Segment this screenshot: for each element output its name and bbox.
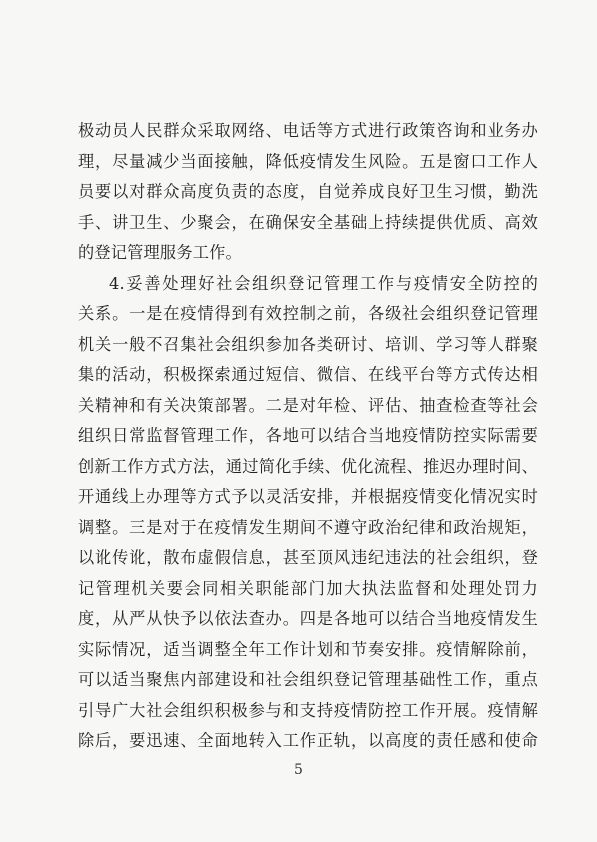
text-line-21: 除后，要迅速、全面地转入工作正轨，以高度的责任感和使命	[78, 731, 538, 750]
text-line-9: 集的活动，积极探索通过短信、微信、在线平台等方式传达相	[78, 365, 538, 384]
text-line-14: 调整。三是对于在疫情发生期间不遵守政治纪律和政治规矩，	[78, 517, 538, 537]
text-line-10: 关精神和有关决策部署。二是对年检、评估、抽查检查等社会	[78, 395, 538, 415]
text-line-1: 极动员人民群众采取网络、电话等方式进行政策咨询和业务办	[78, 121, 538, 140]
text-line-4: 手、讲卫生、少聚会，在确保安全基础上持续提供优质、高效	[78, 212, 538, 232]
text-line-2: 理，尽量减少当面接触，降低疫情发生风险。五是窗口工作人	[78, 151, 538, 171]
page-number: 5	[294, 762, 303, 778]
body-text	[78, 116, 538, 757]
text-line-3: 员要以对群众高度负责的态度，自觉养成良好卫生习惯，勤洗	[78, 182, 538, 201]
text-line-19: 可以适当聚焦内部建设和社会组织登记管理基础性工作，重点	[78, 670, 538, 689]
text-line-20: 引导广大社会组织积极参与和支持疫情防控工作开展。疫情解	[78, 700, 538, 720]
text-line-17: 度，从严从快予以依法查办。四是各地可以结合当地疫情发生	[78, 609, 538, 628]
text-line-15: 以讹传讹，散布虚假信息，甚至顶风违纪违法的社会组织，登	[78, 548, 538, 567]
text-line-7: 关系。一是在疫情得到有效控制之前，各级社会组织登记管理	[78, 304, 538, 323]
text-line-11: 组织日常监督管理工作，各地可以结合当地疫情防控实际需要	[78, 426, 538, 445]
text-line-6: 4.妥善处理好社会组织登记管理工作与疫情安全防控的	[109, 273, 538, 293]
text-line-18: 实际情况，适当调整全年工作计划和节奏安排。疫情解除前，	[78, 639, 538, 659]
text-line-8: 机关一般不召集社会组织参加各类研讨、培训、学习等人群聚	[78, 334, 538, 354]
text-line-13: 开通线上办理等方式予以灵活安排，并根据疫情变化情况实时	[78, 487, 538, 506]
text-line-16: 记管理机关要会同相关职能部门加大执法监督和处理处罚力	[78, 578, 538, 598]
text-line-5: 的登记管理服务工作。	[78, 243, 242, 262]
text-line-12: 创新工作方式方法，通过简化手续、优化流程、推迟办理时间、	[78, 456, 538, 476]
